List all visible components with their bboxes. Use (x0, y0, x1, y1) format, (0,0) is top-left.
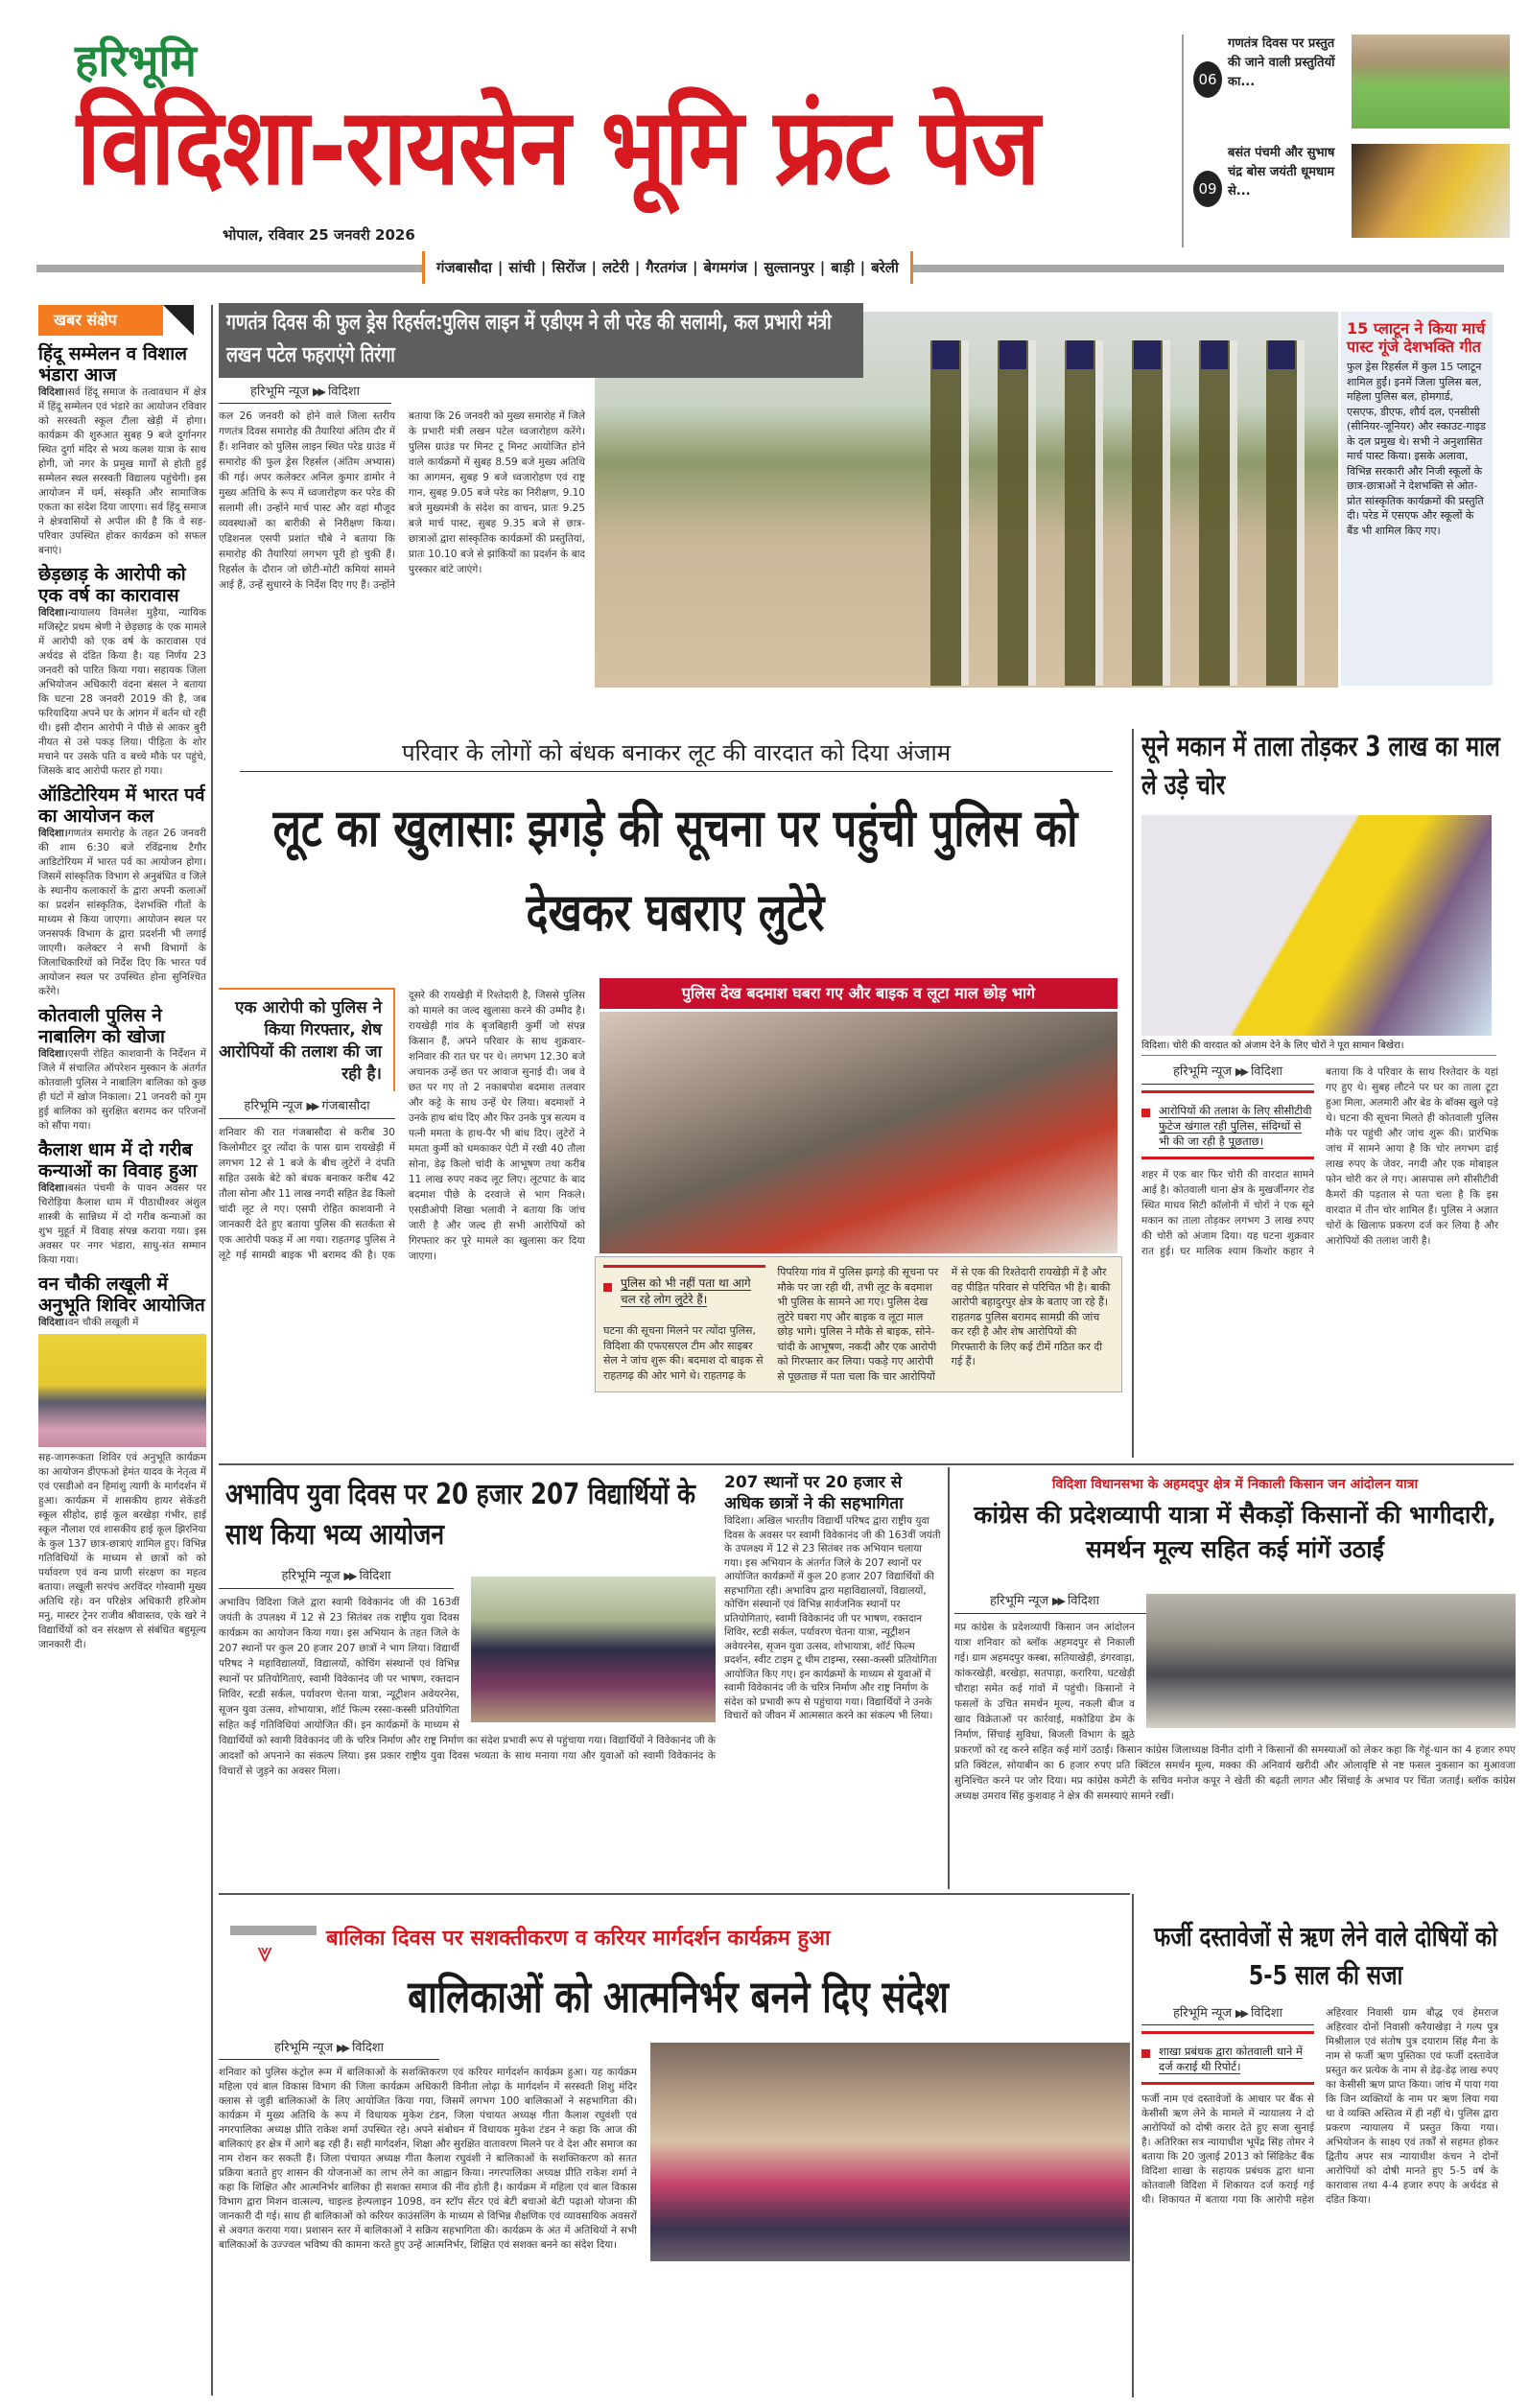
brief-text: वन चौकी लखूली में (67, 1317, 139, 1328)
balika-headline: बालिकाओं को आत्मनिर्भर बनने दिए संदेश (408, 1971, 949, 2022)
brief-title: कैलाश धाम में दो गरीब कन्याओं का विवाह हुआ (38, 1139, 198, 1181)
brief-title: छेड़छाड़ के आरोपी को एक वर्ष का कारावास (38, 564, 186, 606)
balika-kicker: बालिका दिवस पर सशक्तीकरण व करियर मार्गदर्शन कार्यक्रम हुआ (326, 1927, 831, 1951)
page-title: विदिशा-रायसेन भूमि फ्रंट पेज (77, 84, 1040, 209)
brief-place: विदिशा। (38, 828, 68, 839)
theft-body: शहर में एक बार फिर चोरी की वारदात सामने आई है। कोतवाली थाना क्षेत्र के मुखर्जीनगर रोड स्थित माधव सिटी कॉलोनी में चोरों ने एक सूने मकान का ताला तोड़कर लगभग 3 लाख रुपए की चोरी को अंजाम दिया। यह घटना शुक्रवार रात हुई। घर मालिक श्याम किशोर कहार ने बताया कि वे परिवार के साथ रिश्तेदार के यहां गए हुए थे। सुबह लौटने पर घर का ताला टूटा हुआ मिला, अलमारी और बेड के बॉक्स खुले पड़े थे। घटना की सूचना मिलते ही कोतवाली पुलिस मौके पर पहुंची और जांच शुरू की। प्रारंभिक जांच में सामने आया है कि चोर लगभग ढाई लाख रुपए के जेवर, नगदी और एक मोबाइल फोन चोरी कर ले गए। आसपास लगे सीसीटीवी कैमरों की पड़ताल से पता चला है कि इस वारदात में तीन चोर शामिल हैं। पुलिस ने अज्ञात चोरों के खिलाफ प्रकरण दर्ज कर लिया है और आरोपियों की तलाश जारी है। (1141, 1066, 1498, 1257)
abvp-sidebar (724, 1472, 943, 1723)
brief-text: एसपी रोहित काशवानी के निर्देशन में जिले में संचालित ऑपरेशन मुस्कान के अंतर्गत कोतवाली पुलिस ने नाबालिग बालिका को कुछ ही घंटों में खोज निकाला। 21 जनवरी को गुम हुई बालिका को सुरक्षित बरामद कर परिजनों को सौंपा गया। (38, 1048, 206, 1132)
theft-caption: विदिशा। चोरी की वारदात को अंजाम देने के लिए चोरों ने पूरा सामान बिखेरा। (1141, 1038, 1496, 1056)
rehearsal-byline: हरिभूमि न्यूज ▶▶ विदिशा (219, 382, 391, 409)
town-link[interactable]: बेगमगंज (703, 259, 747, 276)
loot-box (595, 1256, 1122, 1392)
brief-title: वन चौकी लखूली में अनुभूति शिविर आयोजित (38, 1274, 205, 1316)
abvp-photo (471, 1577, 716, 1722)
abvp-byline: हरिभूमि न्यूज ▶▶ विदिशा (219, 1569, 454, 1589)
town-link[interactable]: गैरतगंज (646, 259, 687, 276)
news-briefs-column (38, 338, 206, 1652)
teaser-panel (1182, 35, 1513, 247)
column-rule (211, 305, 213, 2396)
sidebar-title: 15 प्लाटून ने किया मार्च पास्ट गूंजे देशभक्ति गीत (1347, 319, 1486, 356)
forest-camp-photo (38, 1334, 206, 1447)
loot-quote: एक आरोपी को पुलिस ने किया गिरफ्तार, शेष आरोपियों की तलाश की जा रही है। (219, 988, 395, 1091)
town-link[interactable]: सांची (508, 259, 535, 276)
teaser-text: गणतंत्र दिवस पर प्रस्तुत की जाने वाली प्रस्तुतियों का... (1228, 36, 1335, 89)
abvp-body: अभाविप विदिशा जिले द्वारा स्वामी विवेकानंद जी की 163वीं जयंती के उपलक्ष्य में 12 से 23 सितंबर तक राष्ट्रीय युवा दिवस कार्यक्रम का आयोजन किया गया। इस अभियान के तहत जिले के 207 स्थानों पर कुल 20 हजार 207 छात्रों ने भाग लिया। विद्यार्थी परिषद ने महाविद्यालयों, विद्यालयों, कोचिंग संस्थानों एवं विभिन्न स्थानों पर प्रतियोगिताएं, स्वामी विवेकानंद जी पर भाषण, रक्तदान शिविर, स्टडी सर्कल, पर्यावरण चेतना यात्रा, न्यूट्रीशन अवेयरनेस, सूजन युवा उत्सव, शोभायात्रा, शॉर्ट फिल्म रस्सा-कस्सी प्रतियोगिता सहित कई गतिविधियां आयोजित कीं। इन कार्यक्रमों के माध्यम से विद्यार्थियों को स्वामी विवेकानंद जी के चरित्र निर्माण और राष्ट्र निर्माण का संदेश प्रभावी रूप से पहुंचाया गया। विद्यार्थियों ने विवेकानंद जी के आदर्शों को अपनाने का संकल्प लिया। इस प्रकार राष्ट्रीय युवा दिवस भव्यता के साथ मनाया गया और युवाओं को स्वामी विवेकानंद के विचारों से जुड़ने का अवसर मिला। (219, 1597, 716, 1777)
fraud-byline: हरिभूमि न्यूज ▶▶ विदिशा (1141, 2006, 1314, 2025)
page-number-badge: 09 (1193, 171, 1222, 207)
fraud-story (1141, 2006, 1498, 2208)
loot-note: पुलिस को भी नहीं पता था आगे चल रहे लोग लुटेरे हैं। (603, 1265, 765, 1316)
balika-gray-bar (230, 1926, 317, 1935)
column-rule (948, 1467, 950, 1889)
loot-body: शनिवार की रात गंजबासौदा से करीब 30 किलोमीटर दूर त्योंदा के पास ग्राम रायखेड़ी में लगभग 12 से 1 बजे के बीच लुटेरों ने दंपति सहित उसके बेटे को बंधक बनाकर करीब 42 तौला सोना और 11 लाख नगदी सहित डेढ किलो चांदी लूट ले गए। एसपी रोहित काशवानी ने जानकारी देते हुए बताया पुलिस की सतर्कता से एक आरोपी पकड़ में आ गया। राहतगढ़ पुलिस ने लूटे गई सामग्री बाइक भी बरामद की है। एक दूसरे की रायखेड़ी में रिश्तेदारी है, जिससे पुलिस को मामले का जल्द खुलासा करने की उम्मीद है। रायखेड़ी गांव के बृजबिहारी कुर्मी जो संपन्न किसान हैं, अपने परिवार के साथ शुक्रवार-शनिवार की रात घर पर थे। लगभग 12.30 बजे अचानक उन्हें छत पर आवाज सुनाई दी। जब वे छत पर गए तो 2 नकाबपोश बदमाश तलवार और कट्टे के साथ उन्हें घेर लिया। बदमाशों ने उनके हाथ बांध दिए और फिर उनके पुत्र सत्यम व पत्नी ममता के हाथ-पैर भी बांध दिए। लुटेरों ने ममता कुर्मी को धमकाकर पेटी में रखी 40 तौला सोना, डेढ़ किलो चांदी के आभूषण तथा करीब 11 लाख रुपए नकद लूट लिए। लूटपाट के बाद बदमाश पीछे के दरवाजे से भाग निकले। एसडीओपी शिखा भलावी ने बताया कि जांच जारी है और जल्द ही सभी आरोपियों को गिरफ्तार कर पूरे मामले का खुलासा कर दिया जाएगा। (219, 990, 585, 1262)
teaser-text: बसंत पंचमी और सुभाष चंद्र बोस जयंती धूमधाम से... (1228, 146, 1335, 199)
teaser-item[interactable] (1193, 35, 1510, 136)
town-strip: गंजबासौदा | सांची | सिरोंज | लटेरी | गैरतगंज | बेगमगंज | सुल्तानपुर | बाड़ी | बरेली (422, 251, 913, 284)
theft-photo (1141, 815, 1492, 1036)
abvp-side-text: विदिशा। अखिल भारतीय विद्यार्थी परिषद द्वारा राष्ट्रीय युवा दिवस के अवसर पर स्वामी विवेकानंद जी की 163वीं जयंती के उपलक्ष्य में 12 से 23 सितंबर तक अभियान चलाया गया। इस अभियान के अंतर्गत जिले के 207 स्थानों पर आयोजित कार्यक्रमों में कुल 20 हजार 207 विद्यार्थियों की सहभागिता रही। अभाविप द्वारा महाविद्यालयों, विद्यालयों, कोचिंग संस्थानों एवं विभिन्न सार्वजनिक स्थानों पर प्रतियोगिताएं, स्वामी विवेकानंद जी पर भाषण, रक्तदान शिविर, स्टडी सर्कल, पर्यावरण चेतना यात्रा, न्यूट्रीशन अवेयरनेस, सृजन युवा उत्सव, शोभायात्रा, शॉर्ट फिल्म प्रदर्शन, स्वीट टाइम टू थीम टाइम्स, रस्सा-कस्सी प्रतियोगिता आयोजित किए गए। इन कार्यक्रमों के माध्यम से युवाओं में स्वामी विवेकानंद जी के चरित्र निर्माण और राष्ट्र निर्माण के संदेश को प्रभावी रूप से पहुंचाया गया। विद्यार्थियों ने उनके विचारों को जीवन में आत्मसात करने का संकल्प भी लिया। (724, 1515, 941, 1721)
abvp-story (219, 1569, 716, 1779)
edition-date: भोपाल, रविवार 25 जनवरी 2026 (223, 226, 415, 244)
brief-title: कोतवाली पुलिस ने नाबालिग को खोजा (38, 1005, 165, 1047)
town-link[interactable]: लटेरी (601, 259, 629, 276)
congress-body: मप्र कांग्रेस के प्रदेशव्यापी किसान जन आंदोलन यात्रा शनिवार को ब्लॉक अहमदपुर से निकाली गई। ग्राम अहमदपुर कस्बा, सतियाखेड़ी, डंगरवाड़ा, कांकरखेड़ी, बरखेड़ा, सतपाड़ा, करारिया, घटखेड़ी चौराहा समेत कई गांवों में पहुंची। किसानों ने फसलों के उचित समर्थन मूल्य, नकली बीज व खाद विक्रेताओं पर कार्रवाई, मकोडिया डेम के निर्माण, सिंचाई सुविधा, बिजली विभाग के झूठे प्रकरणों को रद्द करने सहित कई मांगें उठाईं। किसान कांग्रेस जिलाध्यक्ष विनीत दांगी ने किसानों की समस्याओं को लेकर कहा कि गेहूं-धान का 4 हजार रुपए प्रति क्विंटल, सोयाबीन का 6 हजार रुपए प्रति क्विंटल समर्थन मूल्य, मक्का की अनिवार्य खरीदी और ओलावृष्टि से नष्ट फसल नुकसान का मुआवजा सुनिश्चित करने पर जोर दिया। मप्र कांग्रेस कमेटी के सचिव मनोज कपूर ने खेती की बढ़ती लागत और सिंचाई के अभाव पर चिंता जताई। ब्लॉक कांग्रेस अध्यक्ष उमराव सिंह कुशवाह ने क्षेत्र की समस्याएं सामने रखीं। (954, 1622, 1516, 1802)
balika-photo (650, 2043, 1130, 2261)
brief-text: सर्व हिंदू समाज के तत्वावधान में क्षेत्र में हिंदू सम्मेलन एवं भंडारे का आयोजन रविवार को सरस्वती स्कूल टीला खेड़ी में होगा। कार्यक्रम की शुरुआत सुबह 9 बजे दुर्गानगर स्थित दुर्गा मंदिर से भव्य कलश यात्रा के साथ होगी, जो नगर के प्रमुख मार्गों से होती हुई सम्मेलन स्थल सरस्वती विद्यालय पहुंचेगी। इस आयोजन में धर्म, संस्कृति और सामाजिक एकता का संदेश दिया जाएगा। सर्व हिंदू समाज ने क्षेत्रवासियों से अपील की है कि वे सह-परिवार उपस्थित होकर कार्यक्रम को सफल बनाएं। (38, 386, 206, 556)
fraud-note: शाखा प्रबंधक द्वारा कोतवाली थाने में दर्ज कराई थी रिपोर्ट। (1141, 2031, 1314, 2085)
brief-text: सह-जागरूकता शिविर एवं अनुभूति कार्यक्रम का आयोजन डीएफओ हेमंत यादव के नेतृत्व में एवं एसडीओ वन हिमांशु त्यागी के मार्गदर्शन में हुआ। कार्यक्रम में शासकीय हायर सेकेंडरी स्कूल सीहोद, हाई कूल बरखेड़ा गंभीर, हाई स्कूल नौलाश एवं शासकीय हाई कूल झिरनिया के कुल 137 छात्र-छात्राएं शामिल हुए। विभिन्न गतिविधियों के माध्यम से छात्रों को को पर्यावरण एवं वन्य प्राणी संरक्षण का महत्व बताया। लखूली सरपंच अरविंदर गोस्वामी मुख्य अतिथि रहे। वन परिक्षेत्र अधिकारी हरिओम मनु, मास्टर ट्रेनर राजीव श्रीवास्तव, एके खरे ने विद्यार्थियों को वन संरक्षण से संबंधित बहुमूल्य जानकारी दी। (38, 1452, 206, 1650)
brief-title: ऑडिटोरियम में भारत पर्व का आयोजन कल (38, 784, 205, 827)
congress-byline: हरिभूमि न्यूज ▶▶ विदिशा (954, 1594, 1516, 1614)
teaser-item[interactable] (1193, 144, 1510, 245)
loot-kicker: परिवार के लोगों को बंधक बनाकर लूट की वारदात को दिया अंजाम (240, 736, 1113, 772)
label-corner (163, 305, 194, 336)
loot-box-text: घटना की सूचना मिलने पर त्योंदा पुलिस, विदिशा की एफएसएल टीम और साइबर सेल ने जांच शुरू की। बदमाश दो बाइक से राहतगढ़ की ओर भागे थे। राहतगढ़ के पिपरिया गांव में पुलिस झगड़े की सूचना पर मौके पर जा रही थी, तभी लूट के बदमाश भी पुलिस के सामने आ गए। पुलिस देख लुटेरे घबरा गए और बाइक व लूटा माल छोड़ भागे। पुलिस ने मौके से बाइक, सोने-चांदी के आभूषण, नकदी और एक आरोपी को गिरफ्तार कर लिया। पकड़े गए आरोपी से पूछताछ में पता चला कि चार आरोपियों में से एक की रिश्तेदारी रायखेड़ी में है और वह पीड़ित परिवार से परिचित भी है। बाकी आरोपी बहादुरपुर क्षेत्र के बताए जा रहे हैं। राहतगढ पुलिस बरामद सामग्री की जांच कर रही है और शेष आरोपियों की गिरफ्तारी के लिए कई टीमें गठित कर दी गई हैं। (603, 1266, 1111, 1383)
column-rule (1132, 729, 1134, 1458)
theft-note: आरोपियों की तलाश के लिए सीसीटीवी फुटेज खंगाल रही पुलिस, संदिग्धों से भी की जा रही है पूछताछ। (1141, 1090, 1314, 1159)
abvp-headline: अभाविप युवा दिवस पर 20 हजार 207 विद्यार्थियों के साथ किया भव्य आयोजन (225, 1478, 695, 1552)
congress-kicker: विदिशा विधानसभा के अहमदपुर क्षेत्र में निकाली किसान जन आंदोलन यात्रा (1051, 1477, 1419, 1492)
congress-photo (1146, 1594, 1516, 1728)
town-link[interactable]: गंजबासौदा (436, 259, 492, 276)
brief-place: विदिशा। (38, 1182, 68, 1194)
brand-logo: हरिभूमि (75, 35, 197, 86)
teaser-photo (1352, 144, 1510, 238)
balika-story (219, 2041, 1130, 2267)
brief-text: न्यायालय विमलेश मुड़ैया, न्यायिक मजिस्ट्रेट प्रथम श्रेणी ने छेड़छाड़ के एक मामले में आरोपी को एक वर्ष के कारावास एवं अर्थदंड से दंडित किया है। यह निर्णय 23 जनवरी को पारित किया गया। सहायक जिला अभियोजन अधिकारी वंदना बंसल ने बताया कि घटना 28 जनवरी 2019 की है, जब फरियादिया अपने घर के आंगन में बर्तन धो रही थी। इसी दौरान आरोपी ने पीछे से आकर बुरी नीयत से उसे पकड़ लिया। पीड़िता के शोर मचाने पर उसके पति व बच्चे मौके पर पहुंचे, जिसके बाद आरोपी फरार हो गया। (38, 607, 206, 777)
brief-place: विदिशा। (38, 1317, 68, 1328)
town-link[interactable]: सिरोंज (552, 259, 586, 276)
brief-place: विदिशा। (38, 607, 68, 619)
section-divider (219, 1893, 1130, 1895)
congress-headline: कांग्रेस की प्रदेशव्यापी यात्रा में सैकड़ों किसानों की भागीदारी, समर्थन मूल्य सहित कई मांगें उठाईं (974, 1501, 1496, 1563)
abvp-side-title: 207 स्थानों पर 20 हजार से अधिक छात्रों ने की सहभागिता (724, 1473, 904, 1513)
chevron-down-icon: ⩔ (257, 1936, 272, 1968)
rehearsal-headline: गणतंत्र दिवस की फुल ड्रेस रिहर्सल:पुलिस लाइन में एडीएम ने ली परेड की सलामी, कल प्रभारी मंत्री लखन पटेल फहराएंगे तिरंगा (226, 311, 832, 367)
recovered-goods-photo (600, 1012, 1117, 1253)
congress-story (954, 1594, 1516, 1804)
loot-photo-banner: पुलिस देख बदमाश घबरा गए और बाइक व लूटा माल छोड़ भागे (600, 978, 1117, 1009)
brief-place: विदिशा। (38, 1048, 68, 1060)
brief-title: हिंदू सम्मेलन व विशाल भंडारा आज (38, 343, 188, 386)
page-number-badge: 06 (1193, 61, 1222, 98)
theft-byline: हरिभूमि न्यूज ▶▶ विदिशा (1141, 1064, 1314, 1085)
brief-text: गणतंत्र समारोह के तहत 26 जनवरी की शाम 6:30 बजे रविंद्रनाथ टैगौर आडिटोरियम में भारत पर्व का आयोजन होगा। जिसमें सांस्कृतिक विभाग से अनुबंधित व जिले के स्थानीय कलाकारों के द्वारा अपनी कलाओं का प्रदर्शन सांस्कृतिक, देशभक्ति गीतों के माध्यम से किया जाएगा। आयोजन स्थल पर जनसपर्क विभाग के द्वारा प्रदर्शनी भी लगाई जाएगी। कलेक्टर ने सभी विभागों के जिलाधिकारियों को निर्देश दिए कि भारत पर्व आयोजन स्थल पर उपस्थित होना सुनिश्चित करेंगे। (38, 828, 206, 997)
fraud-headline: फर्जी दस्तावेजों से ऋण लेने वाले दोषियों को 5-5 साल की सजा (1153, 1921, 1498, 1991)
brief-place: विदिशा। (38, 386, 68, 398)
rehearsal-headline-box (219, 303, 863, 378)
town-link[interactable]: बरेली (871, 259, 899, 276)
brief-text: बसंत पंचमी के पावन अवसर पर चिरोड़िया कैलाश धाम में पीठाधीश्वर अंशुल शास्त्री के सान्निध्य में दो गरीब कन्याओं का शुभ मुहूर्त में विवाह संपन्न कराया गया। इस अवसर पर नगर भंडारा, साधु-संत सम्मान किया गया। (38, 1182, 206, 1266)
section-divider (219, 1463, 1514, 1465)
loot-box-columns (603, 1265, 1114, 1384)
teaser-photo (1352, 35, 1510, 129)
town-link[interactable]: सुल्तानपुर (764, 259, 814, 276)
news-briefs-label: खबर संक्षेप (38, 305, 163, 336)
rehearsal-body: कल 26 जनवरी को होने वाले जिला स्तरीय गणतंत्र दिवस समारोह की तैयारियां अंतिम दौर में हैं। शनिवार को पुलिस लाइन स्थित परेड ग्राउंड में समारोह की फुल ड्रेस रिहर्सल (अंतिम अभ्यास) की गई। अपर कलेक्टर अनिल कुमार डामोर ने मुख्य अतिथि के रूप में ध्वजारोहण कर परेड की सलामी ली। उन्होंने मार्च पास्ट और वहां मौजूद व्यवस्थाओं का बारीकी से निरीक्षण किया। एडिशनल एसपी प्रशांत चौबे ने बताया कि समारोह की तैयारियां लगभग पूरी हो चुकी हैं। रिहर्सल के दौरान जो छोटी-मोटी कमियां सामने आई हैं, उन्हें सुधारने के निर्देश दिए गए हैं। उन्होंने बताया कि 26 जनवरी को मुख्य समारोह में जिले के प्रभारी मंत्री लखन पटेल ध्वजारोहण करेंगे। पुलिस ग्राउंड पर मिनट टू मिनट आयोजित होने वाले कार्यक्रमों में सुबह 8.59 बजे मुख्य अतिथि का आगमन, सुबह 9 बजे ध्वजारोहण एवं राष्ट्र गान, सुबह 9.05 बजे परेड का निरीक्षण, 9.10 बजे मुख्यमंत्री के संदेश का वाचन, प्रातः 9.25 बजे मार्च पास्ट, सुबह 9.35 बजे से छात्र-छात्राओं द्वारा सांस्कृतिक कार्यक्रमों की प्रस्तुतियां, प्रातः 10.10 बजे से झांकियों का प्रदर्शन के बाद पुरस्कार बांटे जाएंगे। (219, 410, 585, 591)
loot-byline: हरिभूमि न्यूज ▶▶ गंजबासौदा (219, 1099, 395, 1119)
town-link[interactable]: बाड़ी (831, 259, 855, 276)
theft-story (1141, 1064, 1498, 1259)
loot-story (219, 988, 585, 1264)
balika-body: शनिवार को पुलिस कंट्रोल रूम में बालिकाओं के सशक्तिकरण एवं करियर मार्गदर्शन कार्यक्रम हुआ। यह कार्यक्रम महिला एवं बाल विकास विभाग की जिला कार्यक्रम अधिकारी विनीता लोढ़ा के मार्गदर्शन में सरस्वती शिशु मंदिर क्लास से जुड़ी बालिकाओं के लिए आयोजित किया गया, जिसमें लगभग 100 बालिकाओं ने सहभागिता की। कार्यक्रम में मुख्य अतिथि के रूप में विधायक मुकेश टंडन, जिला पंचायत अध्यक्ष गीता कैलाश रघुवंशी एवं नगरपालिका अध्यक्ष प्रीति राकेश शर्मा उपस्थित रहे। अपने संबोधन में विधायक मुकेश टंडन ने कहा कि आज की बालिकाएं हर क्षेत्र में आगे बढ़ रही हैं। सही मार्गदर्शन, शिक्षा और सुरक्षित वातावरण मिलने पर वे देश और समाज का नाम रोशन कर सकती हैं। जिला पंचायत अध्यक्ष गीता कैलाश रघुवंशी ने बालिकाओं के सशक्तिकरण को सतत प्रक्रिया बताते हुए शासन की योजनाओं का लाभ लेने का आह्वान किया। नगरपालिका अध्यक्ष प्रीति राकेश शर्मा ने कहा कि शिक्षित और आत्मनिर्भर बालिका ही सशक्त समाज की नींव होती है। कार्यक्रम में महिला एवं बाल विकास विभाग द्वारा मिशन वात्सल्य, चाइल्ड हेल्पलाइन 1098, वन स्टॉप सेंटर एवं बेटी बचाओ बेटी पढ़ाओ योजना की जानकारी दी गई। साथ ही बालिकाओं को करियर काउंसलिंग के माध्यम से विभिन्न शैक्षणिक एवं व्यावसायिक अवसरों से अवगत कराया गया। प्रशासन स्तर में बालिकाओं ने सक्रिय सहभागिता की। कार्यक्रम के अंत में अतिथियों ने सभी बालिकाओं के उज्ज्वल भविष्य की कामना करते हुए उन्हें आत्मनिर्भर, शिक्षित एवं सशक्त बनने का संदेश दिया। (219, 2067, 637, 2251)
balika-byline: हरिभूमि न्यूज ▶▶ विदिशा (219, 2041, 439, 2060)
sidebar-text: फुल ड्रेस रिहर्सल में कुल 15 प्लाटून शामिल हुईं। इनमें जिला पुलिस बल, महिला पुलिस बल, होमगार्ड, एसएफ, डीएफ, शौर्य दल, एनसीसी (सीनियर-जूनियर) और स्काउट-गाइड के दल प्रमुख थे। सभी ने अनुशासित मार्च पास्ट किया। इसके अलावा, विभिन्न सरकारी और निजी स्कूलों के छात्र-छात्राओं ने देशभक्ति से ओत-प्रोत सांस्कृतिक कार्यक्रमों की प्रस्तुति दी। परेड में एसएफ और स्कूलों के बैंड भी शामिल किए गए। (1347, 361, 1486, 537)
rehearsal-sidebar (1341, 312, 1493, 686)
loot-headline: लूट का खुलासाः झगड़े की सूचना पर पहुंची पुलिस को देखकर घबराए लुटेरे (272, 798, 1078, 943)
fraud-body: फर्जी नाम एवं दस्तावेजों के आधार पर बैंक से केसीसी ऋण लेने के मामले में न्यायालय ने दो आरोपियों को दोषी करार देते हुए सजा सुनाई है। अतिरिक्त सत्र न्यायाधीश भूपेंद्र सिंह तोमर ने बताया कि 20 जुलाई 2013 को सिंडिकेट बैंक विदिशा शाखा के सहायक प्रबंधक द्वारा थाना कोतवाली विदिशा में शिकायत दर्ज कराई गई थी। शिकायत में बताया गया कि आरोपी महेश अहिरवार निवासी ग्राम बौद्ध एवं हेमराज अहिरवार दोनों निवासी करैयाखेड़ा ने गल्प पुत्र मिश्रीलाल एवं संतोष पुत्र दयाराम सिंह मैना के नाम से फर्जी ऋण पुस्तिका एवं फर्जी दस्तावेज प्रस्तुत कर प्रत्येक के नाम से डेढ़-डेढ़ लाख रुपए का केसीसी ऋण प्राप्त किया। जांच में पाया गया कि जिन व्यक्तियों के नाम पर ऋण लिया गया था वे व्यक्ति अस्तित्व में ही नहीं थे। पुलिस द्वारा प्रकरण न्यायालय में प्रस्तुत किया गया। अभियोजन के साक्ष्य एवं तर्कों से सहमत होकर द्वितीय अपर सत्र न्यायाधीश कंचन ने दोनों आरोपियों को दोषी मानते हुए 5-5 वर्ष के कारावास तथा 4-4 हजार रुपए के अर्थदंड से दंडित किया। (1141, 2007, 1498, 2206)
theft-headline: सूने मकान में ताला तोड़कर 3 लाख का माल ले उड़े चोर (1141, 730, 1500, 801)
column-rule (1132, 1894, 1134, 2397)
